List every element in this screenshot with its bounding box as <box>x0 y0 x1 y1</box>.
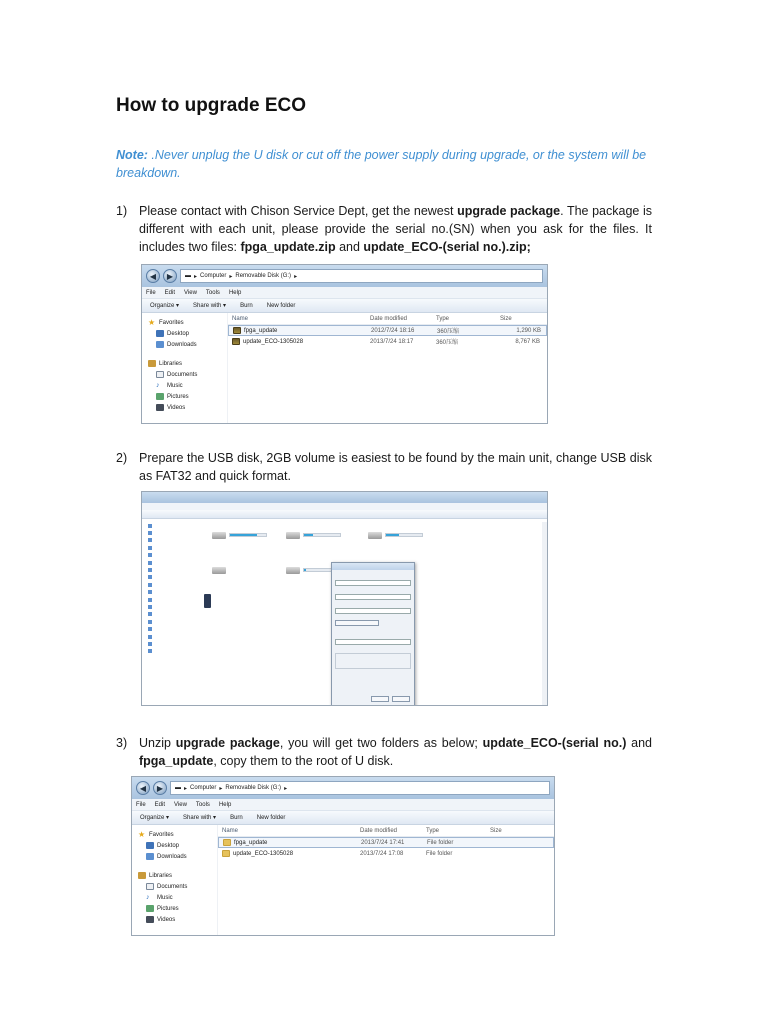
note-text: .Never unplug the U disk or cut off the power supply during upgrade, or the system will be breakdown. <box>116 148 647 180</box>
folder-icon <box>222 850 230 857</box>
note-label: Note: <box>116 148 148 162</box>
step-text <box>139 202 652 256</box>
menu-help: Help <box>218 801 232 808</box>
burn-button: Burn <box>240 302 253 309</box>
libraries-icon <box>148 360 156 367</box>
folder-icon <box>148 620 152 624</box>
breadcrumb-separator-icon: ▸ <box>229 273 233 280</box>
step-text-part: and <box>335 240 364 254</box>
drive-tile <box>212 567 226 574</box>
step-3 <box>116 734 652 770</box>
folder-icon <box>148 635 152 639</box>
column-name: Name <box>232 315 249 322</box>
breadcrumb <box>180 269 543 283</box>
burn-button: Burn <box>230 814 243 821</box>
dialog-title-bar <box>332 563 414 570</box>
step-text-part: , you will get two folders as below; <box>279 736 483 750</box>
folder-icon <box>148 642 152 646</box>
hard-disk-icon <box>286 532 300 539</box>
format-options-group <box>335 653 411 669</box>
back-icon: ◀ <box>136 781 150 795</box>
file-name: fpga_update <box>244 327 278 334</box>
hard-disk-icon <box>368 532 382 539</box>
step-bold-part: upgrade package <box>457 204 561 218</box>
folder-icon <box>148 605 152 609</box>
close-button <box>392 696 410 702</box>
page-title: How to upgrade ECO <box>116 95 306 116</box>
step-number: 3) <box>116 736 128 750</box>
star-icon: ★ <box>148 318 156 327</box>
folder-icon <box>148 561 152 565</box>
nav-desktop: Desktop <box>167 330 190 337</box>
breadcrumb-drive: Removable Disk (G:) <box>225 785 282 791</box>
breadcrumb-separator-icon: ▸ <box>194 273 198 280</box>
file-row <box>228 336 547 347</box>
menu-edit: Edit <box>154 801 166 808</box>
file-type: File folder <box>427 839 454 846</box>
hard-disk-icon <box>212 532 226 539</box>
breadcrumb-computer: Computer <box>200 273 227 279</box>
back-icon: ◀ <box>146 269 160 283</box>
nav-music: Music <box>157 894 173 901</box>
share-with-button: Share with ▾ <box>183 815 217 821</box>
menu-tools: Tools <box>195 801 210 808</box>
menu-file: File <box>136 801 146 808</box>
menu-view: View <box>184 289 197 296</box>
explorer-screenshot-zip-files <box>141 264 548 424</box>
phone-icon <box>204 594 211 608</box>
file-system-select <box>335 594 411 600</box>
step-bold-part: fpga_update <box>139 754 214 768</box>
step-text: Prepare the USB disk, 2GB volume is easiest to be found by the main unit, change USB disk as FAT32 and quick format. <box>139 451 652 483</box>
folder-icon <box>148 590 152 594</box>
folder-icon <box>148 612 152 616</box>
step-bold-part: update_ECO-(serial no.).zip; <box>363 240 531 254</box>
drive-tile <box>204 594 211 608</box>
nav-documents: Documents <box>167 371 198 378</box>
new-folder-button: New folder <box>266 302 296 309</box>
nav-downloads: Downloads <box>157 853 187 860</box>
capacity-select <box>335 580 411 586</box>
step-bold-part: fpga_update.zip <box>240 240 336 254</box>
explorer-content <box>132 825 554 936</box>
zip-archive-icon <box>233 327 241 334</box>
folder-icon <box>148 627 152 631</box>
nav-videos: Videos <box>167 404 186 411</box>
breadcrumb-separator-icon: ▸ <box>184 785 188 792</box>
forward-icon: ▶ <box>163 269 177 283</box>
menu-bar <box>132 799 554 811</box>
nav-documents: Documents <box>157 883 188 890</box>
step-text-part: . The package is different with each unit, please provide the serial no.(SN) when you ask for the files. It includes two files: <box>139 204 652 254</box>
folder-icon <box>148 575 152 579</box>
breadcrumb-separator-icon: ▸ <box>294 273 298 280</box>
step-text-part: Please contact with Chison Service Dept, get the newest <box>139 204 458 218</box>
step-number: 2) <box>116 451 128 465</box>
menu-view: View <box>174 801 187 808</box>
folder-icon <box>148 546 152 550</box>
file-date: 2013/7/24 18:17 <box>370 338 414 345</box>
desktop-icon <box>146 842 154 849</box>
step-number: 1) <box>116 204 128 218</box>
star-icon: ★ <box>138 830 146 839</box>
folder-icon <box>148 524 152 528</box>
nav-libraries: Libraries <box>159 360 183 367</box>
file-list-header <box>228 313 547 325</box>
menu-tools: Tools <box>205 289 220 296</box>
file-row <box>218 837 554 848</box>
forward-icon: ▶ <box>153 781 167 795</box>
breadcrumb-separator-icon: ▸ <box>284 785 288 792</box>
file-date: 2013/7/24 17:41 <box>361 839 405 846</box>
music-icon: ♪ <box>156 382 160 389</box>
column-size: Size <box>500 315 512 322</box>
file-type: 360压缩 <box>437 329 460 335</box>
address-bar <box>132 777 554 799</box>
folder-icon <box>148 598 152 602</box>
file-size: 8,767 KB <box>515 338 540 345</box>
file-row <box>228 325 547 336</box>
folder-icon <box>148 568 152 572</box>
file-name: update_ECO-1305028 <box>243 338 304 345</box>
folder-icon <box>148 531 152 535</box>
navigation-pane <box>132 825 218 936</box>
pictures-icon <box>146 905 154 912</box>
step-text <box>139 734 652 770</box>
command-bar <box>132 811 554 825</box>
nav-libraries: Libraries <box>149 872 173 879</box>
breadcrumb-drive: Removable Disk (G:) <box>235 273 292 279</box>
file-type: File folder <box>426 850 453 857</box>
breadcrumb-computer: Computer <box>190 785 217 791</box>
file-name: update_ECO-1305028 <box>233 850 294 857</box>
nav-favorites: Favorites <box>159 319 184 326</box>
nav-pictures: Pictures <box>157 905 179 912</box>
explorer-content <box>142 313 547 424</box>
pictures-icon <box>156 393 164 400</box>
nav-pictures: Pictures <box>167 393 189 400</box>
folder-icon <box>148 538 152 542</box>
navigation-pane <box>144 522 200 655</box>
file-name: fpga_update <box>234 839 268 846</box>
volume-label-input <box>335 639 411 645</box>
warning-note <box>116 146 654 182</box>
dvd-drive-icon <box>212 567 226 574</box>
column-type: Type <box>426 827 440 834</box>
nav-downloads: Downloads <box>167 341 197 348</box>
step-text-part: and <box>626 736 652 750</box>
column-size: Size <box>490 827 502 834</box>
command-bar <box>142 510 547 519</box>
downloads-icon <box>146 853 154 860</box>
step-2 <box>116 449 652 485</box>
step-bold-part: update_ECO-(serial no.) <box>482 736 627 750</box>
file-list-header <box>218 825 554 837</box>
file-type: 360压缩 <box>436 340 459 346</box>
zip-archive-icon <box>232 338 240 345</box>
breadcrumb <box>170 781 550 795</box>
menu-edit: Edit <box>164 289 176 296</box>
drive-tile <box>212 532 267 539</box>
drive-tile <box>368 532 423 539</box>
folder-icon <box>223 839 231 846</box>
folder-icon <box>148 553 152 557</box>
folder-icon <box>148 649 152 653</box>
explorer-screenshot-folders <box>131 776 555 936</box>
menu-bar <box>142 503 547 510</box>
step-1 <box>116 202 652 256</box>
music-icon: ♪ <box>146 894 150 901</box>
start-button <box>371 696 389 702</box>
step-text-part: , copy them to the root of U disk. <box>213 754 394 768</box>
menu-help: Help <box>228 289 242 296</box>
explorer-screenshot-format-dialog <box>141 491 548 706</box>
documents-icon <box>146 883 154 890</box>
column-type: Type <box>436 315 450 322</box>
drive-tile <box>286 532 341 539</box>
computer-icon: ▬ <box>185 273 191 279</box>
column-date: Date modified <box>360 827 398 834</box>
step-text-part: Unzip <box>139 736 176 750</box>
column-date: Date modified <box>370 315 408 322</box>
file-list <box>218 825 554 936</box>
new-folder-button: New folder <box>256 814 286 821</box>
navigation-pane <box>142 313 228 424</box>
address-bar <box>142 265 547 287</box>
column-name: Name <box>222 827 239 834</box>
restore-defaults-button <box>335 620 379 626</box>
nav-desktop: Desktop <box>157 842 180 849</box>
breadcrumb-separator-icon: ▸ <box>219 785 223 792</box>
format-dialog <box>331 562 415 706</box>
computer-icon: ▬ <box>175 785 181 791</box>
menu-bar <box>142 287 547 299</box>
organize-button: Organize ▾ <box>140 815 170 821</box>
nav-favorites: Favorites <box>149 831 174 838</box>
file-date: 2012/7/24 18:16 <box>371 327 415 334</box>
allocation-size-select <box>335 608 411 614</box>
videos-icon <box>146 916 154 923</box>
file-date: 2013/7/24 17:08 <box>360 850 404 857</box>
share-with-button: Share with ▾ <box>193 303 227 309</box>
organize-button: Organize ▾ <box>150 303 180 309</box>
scrollbar <box>542 522 547 705</box>
libraries-icon <box>138 872 146 879</box>
file-size: 1,290 KB <box>516 327 541 334</box>
file-row <box>218 848 554 859</box>
documents-icon <box>156 371 164 378</box>
file-list <box>228 313 547 424</box>
nav-music: Music <box>167 382 183 389</box>
videos-icon <box>156 404 164 411</box>
desktop-icon <box>156 330 164 337</box>
menu-file: File <box>146 289 156 296</box>
downloads-icon <box>156 341 164 348</box>
nav-videos: Videos <box>157 916 176 923</box>
removable-disk-icon <box>286 567 300 574</box>
step-bold-part: upgrade package <box>175 736 280 750</box>
address-bar <box>142 492 547 503</box>
folder-icon <box>148 583 152 587</box>
command-bar <box>142 299 547 313</box>
